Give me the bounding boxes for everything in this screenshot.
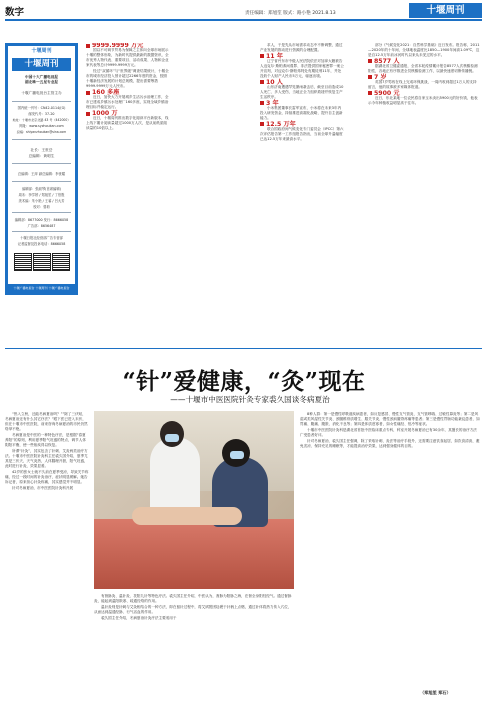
square-bullet-icon — [260, 101, 264, 105]
masthead-code: 邮发代号：37-20 — [28, 112, 55, 116]
news-heading: 1000 万 — [86, 111, 170, 116]
news-paragraph: 求人，于是先从市场需求动态中不断调整，通过产业发展的推动进行资源的合理配置。 — [260, 43, 343, 53]
article-credit: （郑旭笙 郑石） — [420, 690, 451, 695]
square-bullet-icon — [368, 59, 372, 63]
masthead-box — [5, 43, 78, 295]
news-paragraph: 英国7岁男孩在线上完成环保挑战，一周内收到超过1万人的支持留言，他的故事被多家媒体报道。 — [368, 79, 477, 89]
news-paragraph: 小米集团董事长雷军宣布，小米将在未来3年内投入研发资金，持续推进高端化战略，提升自主创新能力。 — [260, 105, 343, 121]
news-heading: 12.5 万年 — [260, 122, 344, 127]
masthead-line1: 中国十大广播电视报 — [24, 75, 59, 79]
masthead-dept2: 周末：李学婷 / 郑旭笙 / 丁伯胜 — [18, 193, 65, 197]
section-divider — [5, 348, 482, 349]
masthead-dept1: 编辑部：张淑琴(首席编辑) — [22, 187, 61, 191]
article-paragraph: 温针灸则是针刺与艾灸相结合的一种方法，即在留针过程中，将艾绒搓团捻裹于针柄上点燃，通过针体将热力传入穴位，从而达到温通经脉、行气活血的作用。 — [94, 604, 292, 614]
news-heading: 5900 元 — [368, 91, 480, 96]
header-rule — [5, 19, 482, 21]
divider — [12, 231, 71, 232]
masthead-dept3: 美术编：朱小艳 / 王睿 / 吕大芳 — [18, 199, 65, 203]
news-column-3 — [368, 43, 480, 345]
news-heading: 7 岁 — [368, 75, 480, 80]
divider — [12, 101, 71, 102]
square-bullet-icon — [260, 54, 264, 58]
square-bullet-icon — [260, 122, 264, 126]
news-paragraph: 辽宁省丹东市中级人民法院依法对加拿大籍被告人迈克尔·斯帕弗间谍罪、非法提供国家秘密罪一案公开宣判，对迈克尔·斯帕弗判处有期徒刑11年，并处没收个人财产人民币5万元，驱逐出境。 — [260, 58, 344, 79]
article-mid-column — [94, 594, 294, 697]
article-paragraph: 冬病夏治是中医的一种特色疗法，是根据“春夏养阳”的原则，利用夏季阳气旺盛的特点，调节人体阴阳平衡，使一些宿疾得以恢复。 — [5, 432, 86, 448]
masthead-subeditor: 总编辑：王萍 副总编辑：李世耀 — [17, 172, 66, 176]
article-paragraph: 42岁的张女士就不久前在夏季受凉，导致关节疼痛，经过一段时间的针灸治疗，症状明显缓解。她告诉记者，原来担心针灸疼痛，其实感觉并不明显。 — [5, 469, 89, 484]
article-paragraph: 针对冬病夏治，裘久国主任强调，除了采取针刺、灸法等治疗手段外，还需要注意饮食起居，如饮食清淡、避免贪凉、保持充足的睡眠等，才能提高治疗效果，达到强身健体的目的。 — [300, 438, 480, 448]
masthead-footer: 十堰广播电视台 十堰周刊 十堰广播电视台 — [8, 284, 75, 292]
article-paragraph: 十堰市中医医院针灸科是湖北省首批中医临床重点专科，科室开展冬病夏治已有30余年，其擅长的治疗方法广受患者好评。 — [300, 427, 477, 437]
masthead-site: 网址：www.syzhoukan.com — [19, 124, 64, 128]
brand-logo: 十堰周刊 — [409, 3, 482, 18]
square-bullet-icon — [86, 112, 90, 116]
square-bullet-icon — [368, 91, 372, 95]
news-heading: 10 人 — [260, 80, 344, 85]
news-paragraph: 国以不可调节贸易为保障之主体向全球市场展示十堰的整体形象，为新时代提供最新的数据资讯，全市优秀人物代表、重要项目、活动成果、人物和企业家代表等总计9999.9999万元。 — [86, 48, 169, 68]
news-heading: 11 年 — [260, 54, 344, 59]
qr-code-icon — [33, 253, 51, 271]
news-column-1 — [86, 43, 170, 345]
news-column-2 — [260, 43, 344, 345]
masthead-logo: 十堰周刊 — [12, 58, 71, 71]
square-bullet-icon — [260, 80, 264, 84]
article-right-column — [300, 412, 480, 686]
square-bullet-icon — [86, 44, 90, 48]
masthead-pres: 社长：王世岳 — [30, 148, 53, 152]
article-paragraph: “热入立秋，还能冬病夏治吗？”“除了三伏贴，冬病夏治还有什么其它疗法？”眼下医已进入末伏，但在十堰市中医医院，前来咨询冬病夏治的市民仍然络绎不绝。 — [5, 412, 88, 432]
square-bullet-icon — [86, 91, 90, 95]
divider — [12, 139, 71, 140]
article-paragraph: 所谓“针灸”，其实包含了针刺、艾灸两类治疗方法。十堰市中医医院针灸科主任裘久国介绍，夏季尤其是三伏天，天气炎热，人体腠理开泄，阳气旺盛，此时进行针灸，效果显著。 — [5, 448, 88, 469]
news-paragraph: 近日，加快大力开展城乡生活污水治理工作，全市已建成乡镇污水处理厂160多座，实现全域乡镇治理目标并稳定运行。 — [86, 95, 169, 110]
divider — [12, 163, 71, 164]
article-photo — [94, 411, 294, 589]
masthead-mail: 投稿：shiyanzhoukan@sina.com — [16, 130, 67, 134]
news-paragraph: 山东济南遭遇罕见暴雨袭击后，截至目前造成10人死亡、多人受伤，当地正全力组织救援并恢复生产生活秩序。 — [260, 84, 344, 100]
divider — [12, 181, 71, 182]
qr-code-icon — [14, 253, 32, 271]
masthead-notice1: 十堰日报社经营部广告专营部 — [20, 236, 63, 240]
divider — [12, 212, 71, 213]
section-label: 数字 — [5, 7, 25, 18]
masthead-org: 十堰广播电视台主管主办 — [21, 91, 62, 95]
news-paragraph: 联合国政府间气候变化专门委员会（IPCC）第六次评估报告第一工作组报告指出，当前全球升温幅度已达12.5万年来最高水平。 — [260, 126, 344, 142]
article-paragraph: 有督脉灸、温针灸、扶阳九针等特色疗法。裘久国主任介绍，中医认为，督脉为阳脉之海，在督全身阳经经气。通过督脉灸，能起到温阳散寒、疏通经络的作用。 — [94, 594, 292, 604]
article-subtitle: ——十堰市中医医院针灸专家裘久国谈冬病夏治 — [170, 395, 330, 404]
masthead-notice2: 记者监督及投诉电话：8666058 — [17, 242, 66, 246]
article-paragraph: 针对冬病夏治，市中医医院针灸科开展 — [12, 485, 74, 490]
article-title: “针”爱健康，“灸”现在 — [122, 368, 366, 395]
masthead-tel2: 广告部：8656487 — [27, 224, 56, 228]
news-paragraph: 经过“双循环”与“世界级”调查结果统计，十堰全市的城市经济投入预计超过2266年度的资金，按照十堰新经济发展的计划总规模，提出需要筹措9999.9999万元人民币。 — [86, 69, 169, 89]
news-heading: 9999.9999 万元 — [86, 43, 170, 48]
news-paragraph: 近日，十堰周刊推出数字化阅读平台新版本，线上线下累计阅读量超过1000万人次，是从前纸质阅读量的10倍以上。 — [86, 116, 169, 131]
square-bullet-icon — [368, 75, 372, 79]
masthead-dept4: 校对：曾莉 — [33, 205, 50, 209]
news-paragraph: 近日，东北某地一位农民将自家玉米卖出5900元的好价钱，他表示今年种植收益明显高于往年。 — [368, 95, 478, 105]
masthead-addr: 地址：十堰市北京北路 43 号（442000） — [12, 118, 71, 122]
masthead-cn: 国内统一刊号：CN42-0114/(G) — [17, 106, 66, 110]
masthead-top-title: 十堰周刊 — [31, 48, 52, 54]
article-left-column — [5, 412, 89, 697]
masthead-line2: 湖北唯一五星专业报 — [24, 80, 59, 84]
masthead-tel1: 编辑部：8677000 发行：8666058 — [14, 218, 69, 222]
masthead-editor: 总编辑：黄明生 — [28, 154, 55, 158]
news-heading: 160 多座 — [86, 90, 170, 95]
news-heading: 8577 人 — [368, 59, 480, 64]
article-paragraph: 裘久国主任介绍，冬病夏治针灸疗法主要适用于 — [101, 615, 177, 620]
article-paragraph: 8种人群：第一是慢性呼吸道疾病患者，如反复感冒、慢性支气管炎、支气管哮喘、过敏性鼻炎等；第二是风湿或类风湿性关节炎、颈腰椎骨质增生、膝关节炎、慢性颈肩腰背疼痛等患者；第三是慢性胃肠功能紊乱患者，如胃痛、腹痛、腹胀、消化不良等；第四是体质虚寒者，如女性痛经、怕冷等症状。 — [300, 412, 480, 427]
qr-code-icon — [52, 253, 70, 271]
news-paragraph: 据湖北省卫健委通报，全省本轮疫情累计报告8577人次核酸检测阳性，各地正有序推进全员核酸检测工作，以最快速度切断传播链。 — [368, 63, 478, 74]
news-heading: 3 年 — [260, 101, 344, 106]
editor-meta: 责任编辑：郑旭笙 版式：路小艳 2021.8.13 — [245, 11, 336, 16]
news-paragraph: 部分《气候变化2021：自然科学基础》近日发布。报告称，2011—2020年的十年间，全球地表温度比1850—1900年间高1.09℃，这是自12.5万年前冰河时代以来从未见过的水平。 — [368, 43, 480, 58]
